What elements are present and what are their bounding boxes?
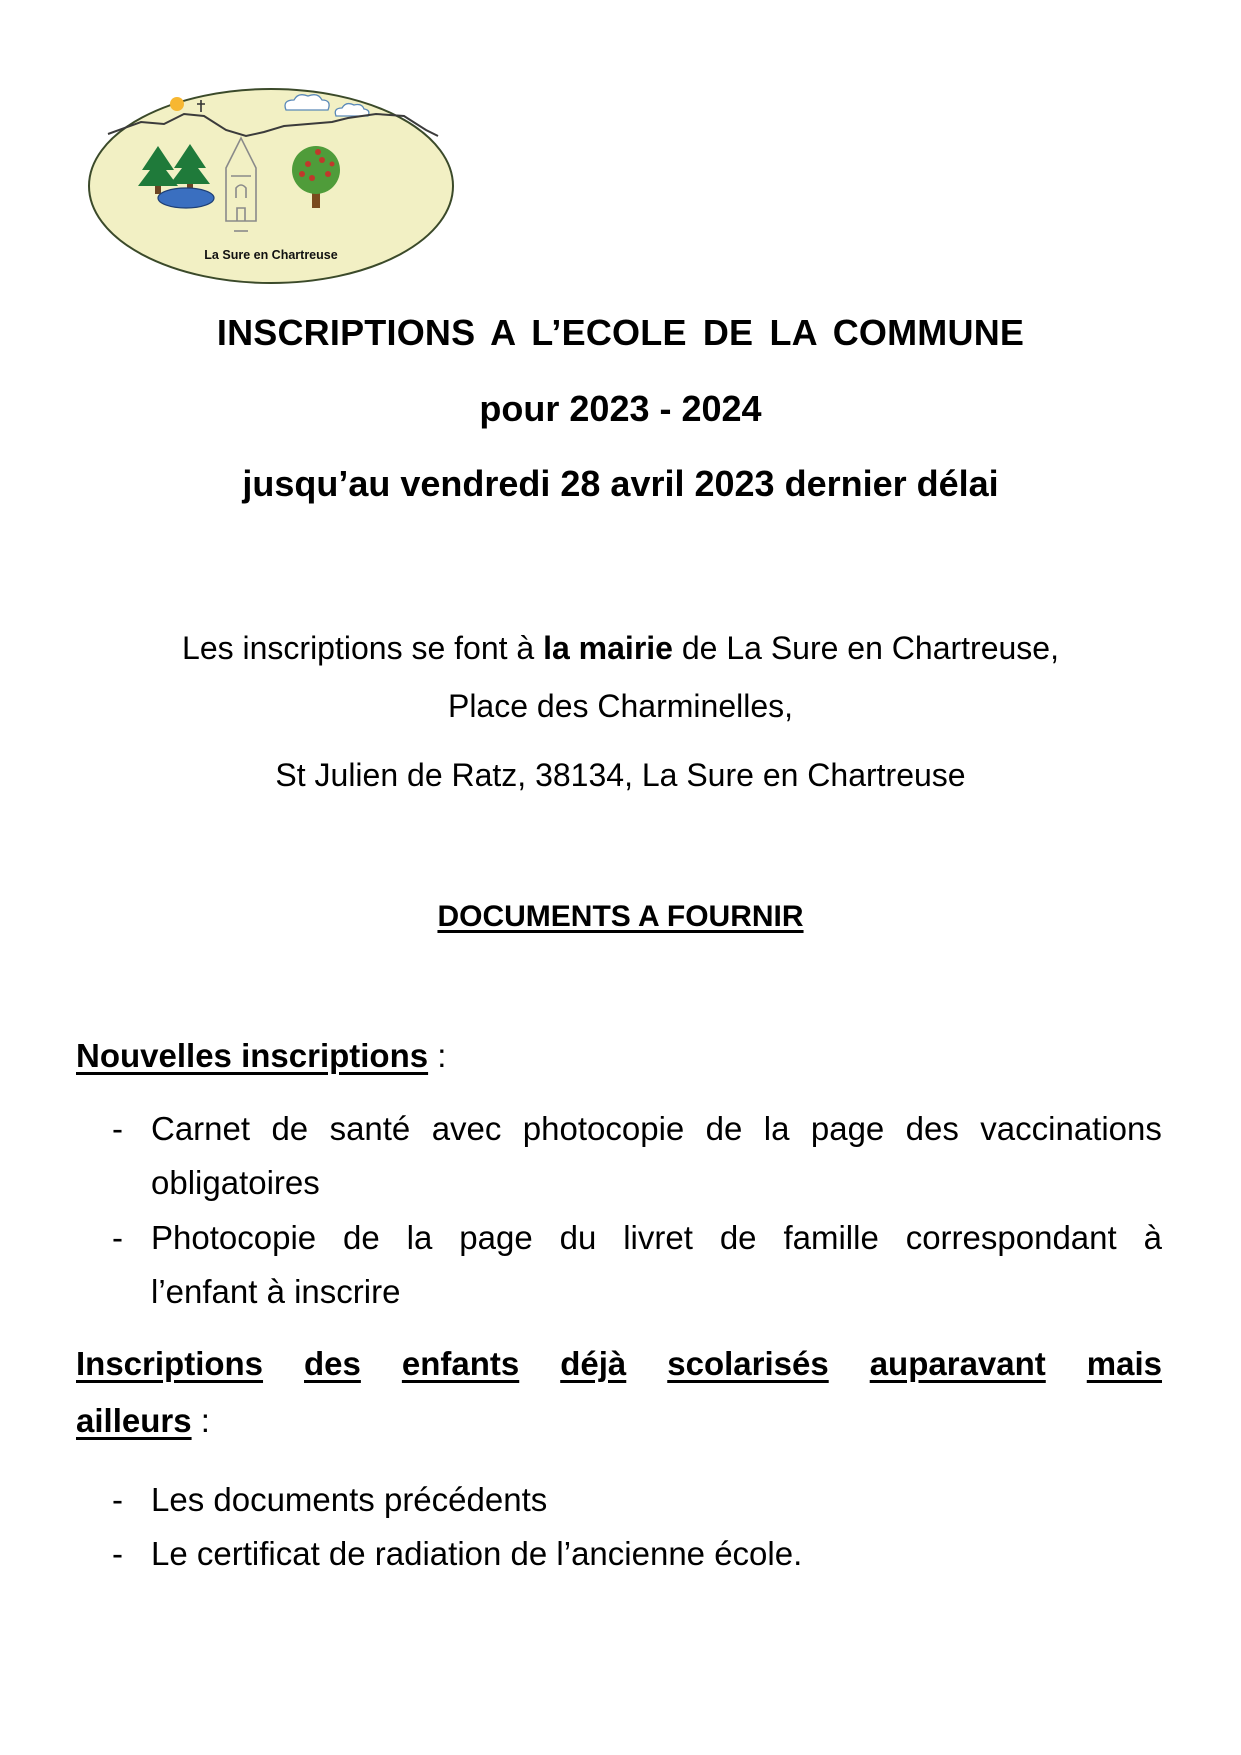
word: santé — [329, 1110, 411, 1147]
sun-icon — [170, 97, 184, 111]
word: la — [406, 1219, 433, 1256]
list-item-continuation: obligatoires — [151, 1164, 320, 1201]
word: des — [905, 1110, 959, 1147]
section-new-heading — [76, 1037, 446, 1075]
word: de — [271, 1110, 309, 1147]
list-dash: - — [112, 1110, 123, 1147]
section-transfer-suffix: : — [191, 1402, 210, 1439]
address-intro-before: Les inscriptions se font à — [182, 630, 544, 666]
word: correspondant — [905, 1219, 1117, 1256]
word: avec — [431, 1110, 502, 1147]
list-item-radiation-certificate: Le certificat de radiation de l’ancienne école. — [151, 1535, 803, 1572]
heading-school-year: pour 2023 - 2024 — [479, 388, 762, 429]
list-dash: - — [112, 1535, 123, 1572]
word: déjà — [560, 1345, 627, 1382]
lake-icon — [158, 188, 214, 208]
list-item-continuation: l’enfant à inscrire — [151, 1273, 401, 1310]
list-dash: - — [112, 1481, 123, 1518]
word: de — [705, 1110, 743, 1147]
heading-title: INSCRIPTIONS A L’ECOLE DE LA COMMUNE — [216, 312, 1025, 353]
documents-title: DOCUMENTS A FOURNIR — [437, 900, 804, 933]
word: livret — [623, 1219, 693, 1256]
address-line-place: Place des Charminelles, — [447, 688, 794, 724]
address-line-town: St Julien de Ratz, 38134, La Sure en Chartreuse — [275, 757, 966, 793]
section-new-title: Nouvelles inscriptions — [76, 1037, 429, 1074]
word: mais — [1086, 1345, 1162, 1382]
word: famille — [783, 1219, 879, 1256]
word: la — [763, 1110, 790, 1147]
address-intro-after: de La Sure en Chartreuse, — [672, 630, 1059, 666]
word: de — [343, 1219, 380, 1256]
section-transfer-heading — [76, 1345, 1162, 1383]
section-transfer-heading-cont — [76, 1402, 210, 1440]
word: Inscriptions — [76, 1345, 264, 1382]
address-intro-bold: la mairie — [543, 630, 673, 666]
logo-caption: La Sure en Chartreuse — [204, 248, 338, 262]
heading-deadline: jusqu’au vendredi 28 avril 2023 dernier délai — [242, 463, 999, 504]
section-transfer-title-line2: ailleurs — [76, 1402, 192, 1439]
section-new-suffix: : — [428, 1037, 447, 1074]
list-item-family-book — [151, 1219, 1162, 1257]
word: du — [559, 1219, 597, 1256]
list-item-previous-documents: Les documents précédents — [151, 1481, 548, 1518]
word: Photocopie — [151, 1219, 317, 1256]
word: des — [304, 1345, 361, 1382]
word: photocopie — [522, 1110, 685, 1147]
word: de — [719, 1219, 757, 1256]
word: enfants — [401, 1345, 520, 1382]
commune-logo — [86, 86, 456, 286]
address-intro — [0, 630, 1241, 667]
word: Carnet — [151, 1110, 251, 1147]
word: vaccinations — [980, 1110, 1162, 1147]
list-dash: - — [112, 1219, 123, 1256]
word: page — [459, 1219, 533, 1256]
list-item-health-record — [151, 1110, 1162, 1148]
word: auparavant — [869, 1345, 1046, 1382]
word: à — [1143, 1219, 1162, 1256]
word: scolarisés — [667, 1345, 829, 1382]
word: page — [810, 1110, 885, 1147]
